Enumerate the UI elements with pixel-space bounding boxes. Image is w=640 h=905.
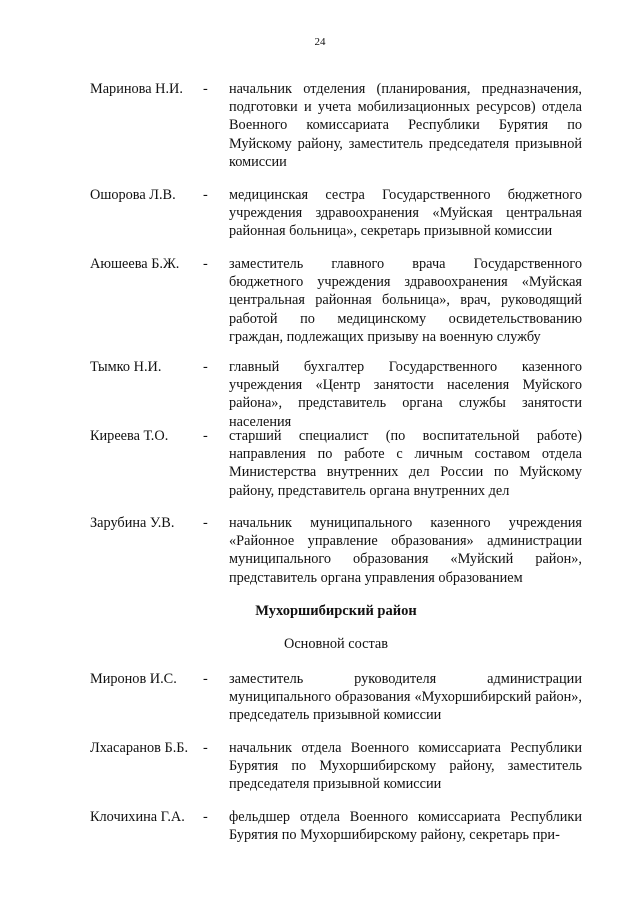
- member-position: главный бухгалтер Государственного казенного учреждения «Центр занятости населения Муйского района», представитель органа службы занятости населения: [229, 359, 582, 430]
- member-position: заместитель главного врача Государственного бюджетного учреждения здравоохранения «Муйская центральная районная больница», врач, руководящий работой по медицинскому освидетельствованию граждан, подлежащих призыву на военную службу: [229, 256, 582, 345]
- member-position: медицинская сестра Государственного бюджетного учреждения здравоохранения «Муйская центральная районная больница», секретарь призывной комиссии: [229, 187, 582, 240]
- separator-dash: -: [203, 81, 208, 97]
- entry-tymko: [90, 358, 582, 431]
- entry-kireeva: [90, 427, 582, 500]
- entry-klochikhina: [90, 808, 582, 844]
- member-name: Киреева Т.О.: [90, 428, 169, 444]
- member-position: заместитель руководителя администрации муниципального образования «Мухоршибирский район», председатель призывной комиссии: [229, 671, 582, 724]
- member-name: Лхасаранов Б.Б.: [90, 740, 189, 756]
- member-position: старший специалист (по воспитательной работе) направления по работе с личным составом отдела Министерства внутренних дел России по Муйскому району, представитель органа внутренних дел: [229, 428, 582, 499]
- member-name: Тымко Н.И.: [90, 359, 162, 375]
- separator-dash: -: [203, 428, 208, 444]
- member-name: Ошорова Л.В.: [90, 187, 176, 203]
- composition-subheading: Основной состав: [284, 636, 388, 652]
- entry-ayusheeva: [90, 255, 582, 346]
- member-position: фельдшер отдела Военного комиссариата Республики Бурятия по Мухоршибирскому району, секретарь при-: [229, 809, 582, 844]
- separator-dash: -: [203, 671, 208, 687]
- member-position: начальник отдела Военного комиссариата Республики Бурятия по Мухоршибирскому району, заместитель председателя призывной комиссии: [229, 740, 582, 793]
- separator-dash: -: [203, 809, 208, 825]
- entry-zarubina: [90, 514, 582, 587]
- member-name: Клочихина Г.А.: [90, 809, 185, 825]
- separator-dash: -: [203, 359, 208, 375]
- separator-dash: -: [203, 515, 208, 531]
- entry-oshorova: [90, 186, 582, 241]
- entry-mironov: [90, 670, 582, 725]
- district-heading: Мухоршибирский район: [255, 603, 417, 619]
- member-name: Зарубина У.В.: [90, 515, 175, 531]
- separator-dash: -: [203, 740, 208, 756]
- separator-dash: -: [203, 187, 208, 203]
- member-position: начальник отделения (планирования, предназначения, подготовки и учета мобилизационных ресурсов) отдела Военного комиссариата Республики Бурятия по Муйскому району, заместитель председателя призывной комиссии: [229, 81, 582, 170]
- member-name: Маринова Н.И.: [90, 81, 183, 97]
- separator-dash: -: [203, 256, 208, 272]
- entry-lkhasaranov: [90, 739, 582, 794]
- page-number: 24: [314, 36, 326, 48]
- member-name: Аюшеева Б.Ж.: [90, 256, 180, 272]
- entry-marinova: [90, 80, 582, 171]
- member-position: начальник муниципального казенного учреждения «Районное управление образования» администрации муниципального образования «Муйский район», представитель органа управления образованием: [229, 515, 582, 586]
- member-name: Миронов И.С.: [90, 671, 177, 687]
